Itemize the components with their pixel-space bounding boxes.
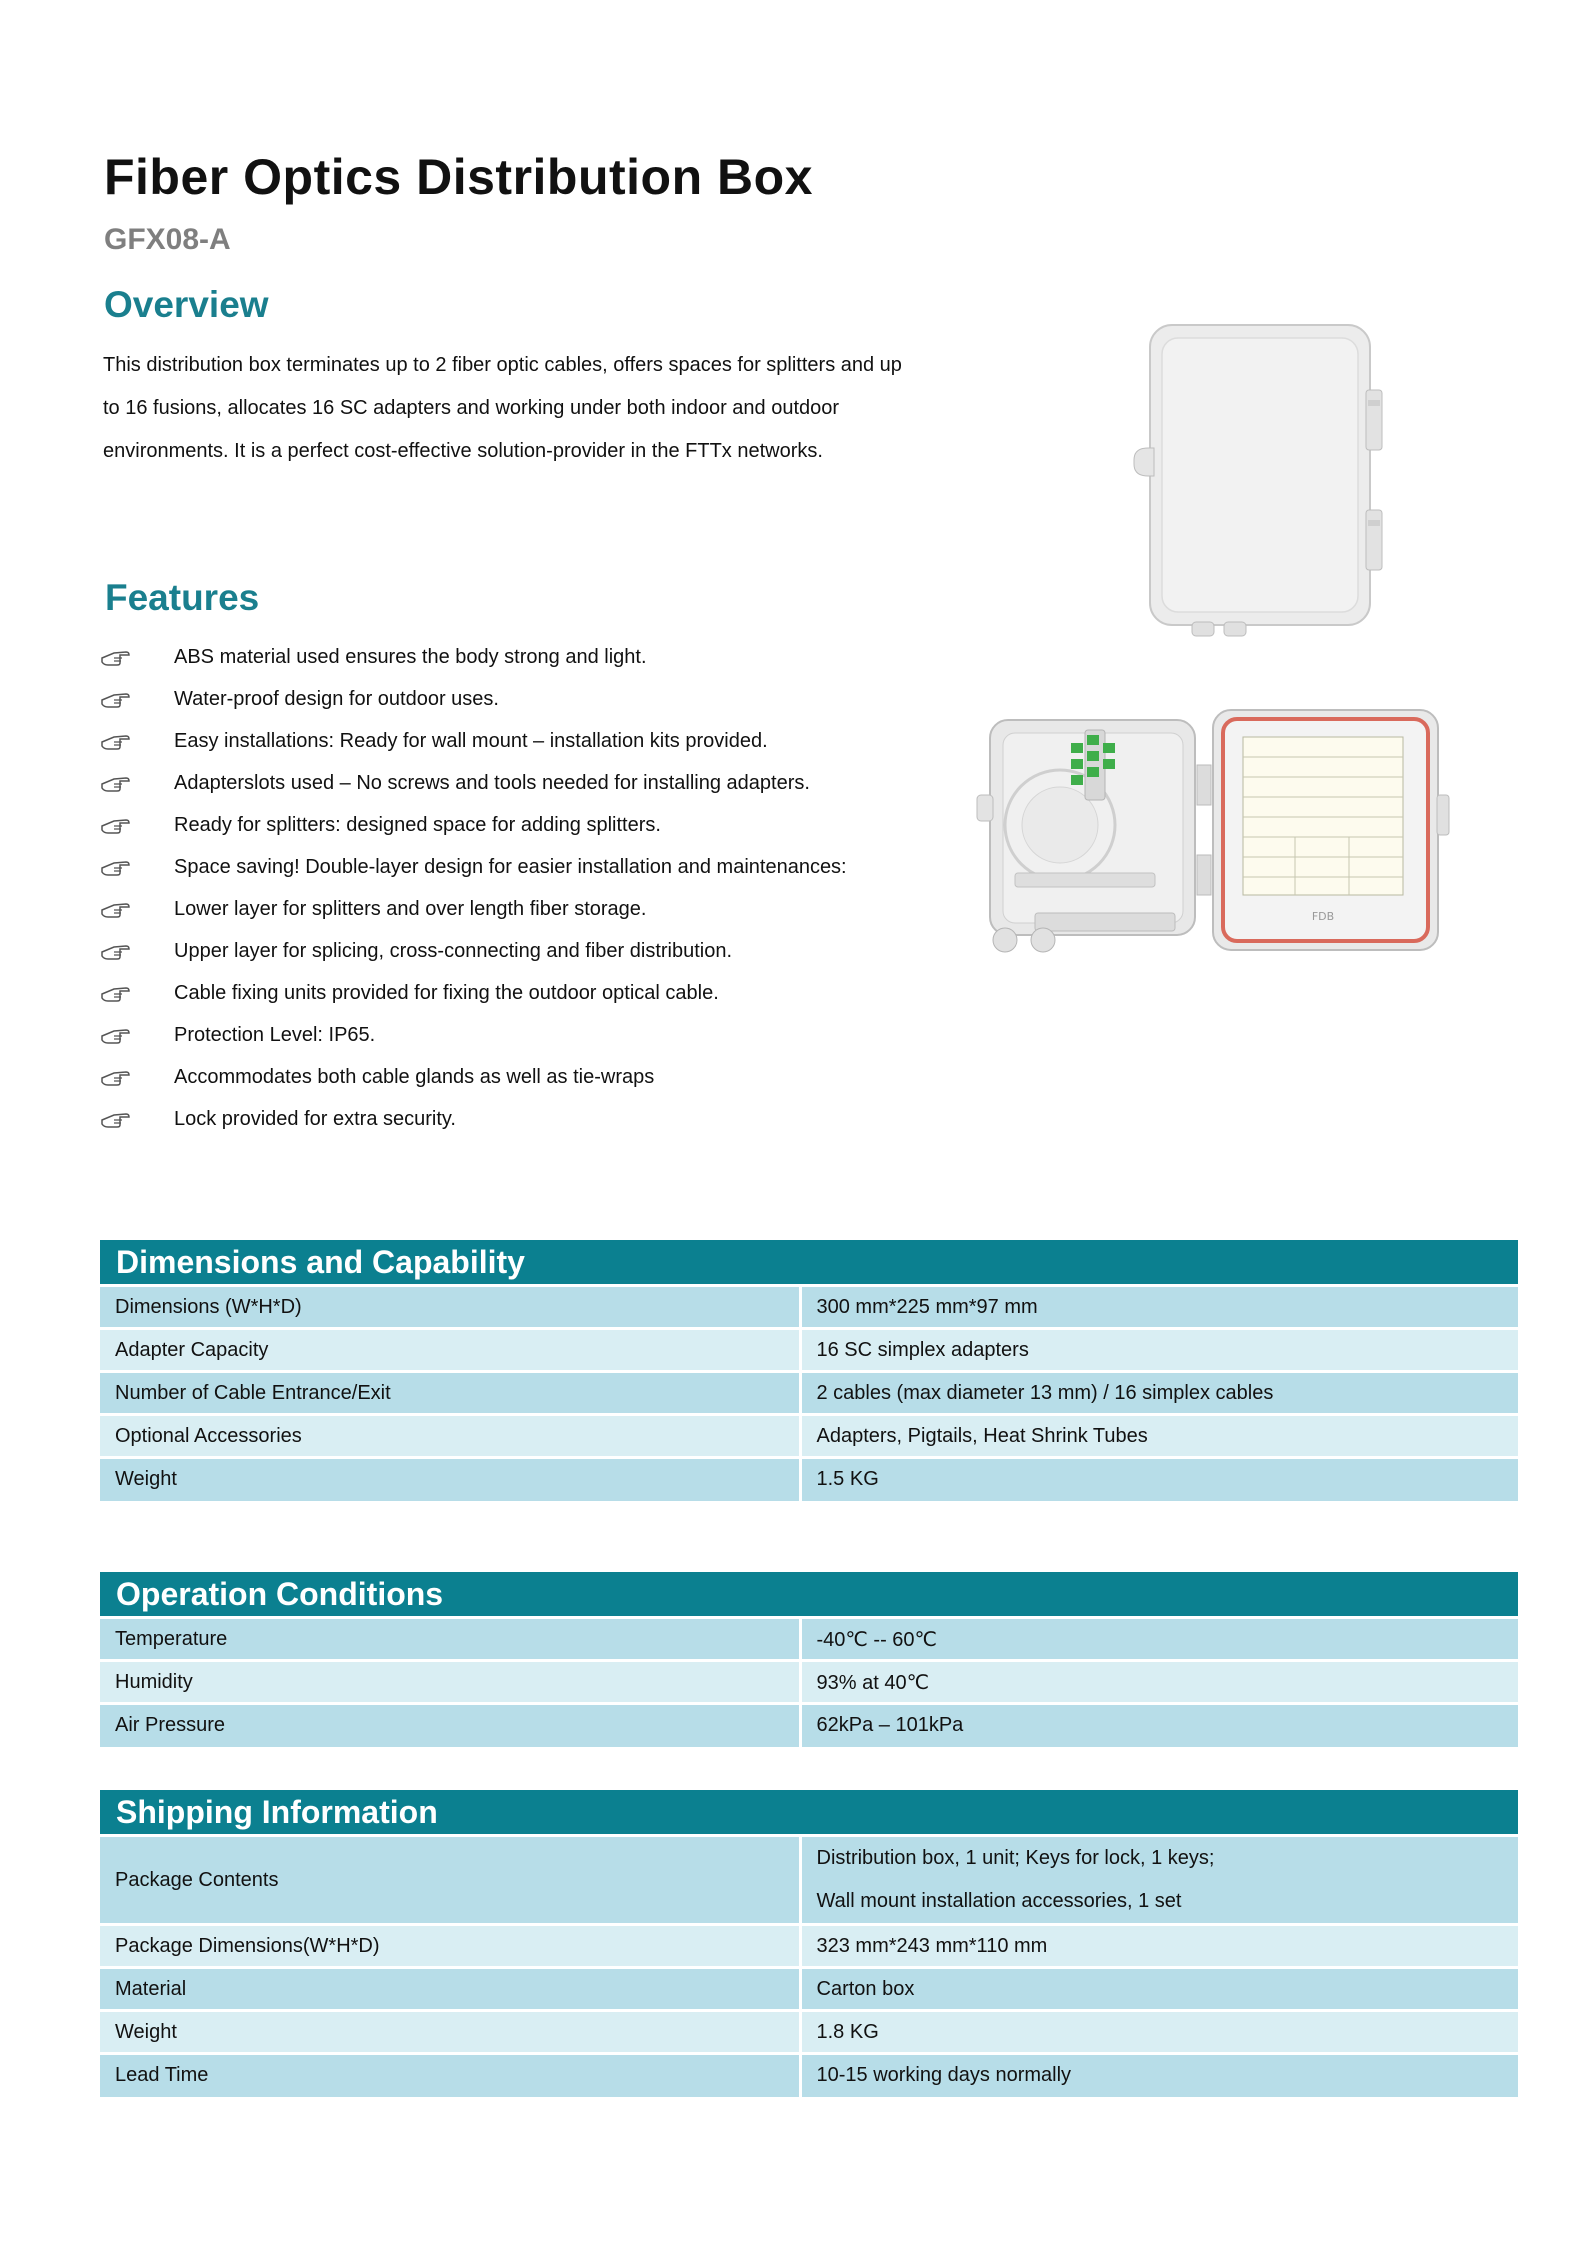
package-contents-line: Distribution box, 1 unit; Keys for lock, 1 keys; — [816, 1847, 1215, 1869]
overview-paragraph: This distribution box terminates up to 2 fiber optic cables, offers spaces for splitters and up to 16 fusions, allocates 16 SC adapters and working under both indoor and outdoor environments. It is a perfect cost-effective solution-provider in the FTTx networks. — [103, 354, 902, 462]
features-list — [100, 636, 930, 1140]
row-value: 2 cables (max diameter 13 mm) / 16 simplex cables — [800, 1372, 1518, 1415]
section-header: Operation Conditions — [100, 1572, 1518, 1616]
row-value: 93% at 40℃ — [800, 1661, 1518, 1704]
shipping-section — [100, 1790, 1518, 2097]
table-row — [100, 1329, 1518, 1372]
row-value: Carton box — [800, 1968, 1518, 2011]
row-value: 16 SC simplex adapters — [800, 1329, 1518, 1372]
table-row — [100, 1704, 1518, 1747]
feature-text: Lock provided for extra security. — [174, 1107, 456, 1130]
pointing-hand-icon — [100, 940, 134, 962]
pointing-hand-icon — [100, 898, 134, 920]
row-value: 1.5 KG — [800, 1458, 1518, 1501]
row-value: -40℃ -- 60℃ — [800, 1618, 1518, 1661]
feature-text: Easy installations: Ready for wall mount – installation kits provided. — [174, 729, 768, 752]
row-label: Air Pressure — [100, 1704, 800, 1747]
pointing-hand-icon — [100, 646, 134, 668]
table-row — [100, 1372, 1518, 1415]
operation-table — [100, 1616, 1518, 1747]
feature-text: ABS material used ensures the body strong and light. — [174, 645, 647, 668]
list-item — [100, 762, 930, 804]
row-value — [800, 1836, 1518, 1925]
list-item — [100, 720, 930, 762]
list-item — [100, 1098, 930, 1140]
row-label: Dimensions (W*H*D) — [100, 1286, 800, 1329]
feature-text: Water-proof design for outdoor uses. — [174, 687, 499, 710]
pointing-hand-icon — [100, 1066, 134, 1088]
row-label: Package Contents — [100, 1836, 800, 1925]
list-item — [100, 804, 930, 846]
row-label: Humidity — [100, 1661, 800, 1704]
row-value: 323 mm*243 mm*110 mm — [800, 1925, 1518, 1968]
operation-section — [100, 1572, 1518, 1747]
feature-text: Upper layer for splicing, cross-connecting and fiber distribution. — [174, 939, 733, 962]
row-label: Lead Time — [100, 2054, 800, 2097]
row-label: Optional Accessories — [100, 1415, 800, 1458]
feature-text: Accommodates both cable glands as well as tie-wraps — [174, 1065, 655, 1088]
section-header: Shipping Information — [100, 1790, 1518, 1834]
features-heading: Features — [105, 577, 260, 618]
table-row — [100, 1618, 1518, 1661]
list-item — [100, 1014, 930, 1056]
row-label: Weight — [100, 1458, 800, 1501]
dimensions-table — [100, 1284, 1518, 1501]
pointing-hand-icon — [100, 772, 134, 794]
table-row — [100, 1286, 1518, 1329]
row-value: 62kPa – 101kPa — [800, 1704, 1518, 1747]
table-row — [100, 1415, 1518, 1458]
page-title: Fiber Optics Distribution Box — [104, 149, 813, 205]
table-row — [100, 2011, 1518, 2054]
list-item — [100, 1056, 930, 1098]
pointing-hand-icon — [100, 1024, 134, 1046]
closed-box-photo — [1120, 320, 1410, 640]
pointing-hand-icon — [100, 1108, 134, 1130]
feature-text: Protection Level: IP65. — [174, 1023, 376, 1046]
row-value: 1.8 KG — [800, 2011, 1518, 2054]
row-label: Package Dimensions(W*H*D) — [100, 1925, 800, 1968]
row-value: 10-15 working days normally — [800, 2054, 1518, 2097]
table-row — [100, 1836, 1518, 1925]
row-label: Material — [100, 1968, 800, 2011]
feature-text: Ready for splitters: designed space for adding splitters. — [174, 813, 661, 836]
pointing-hand-icon — [100, 688, 134, 710]
section-header: Dimensions and Capability — [100, 1240, 1518, 1284]
list-item — [100, 636, 930, 678]
model-number: GFX08-A — [104, 223, 231, 256]
pointing-hand-icon — [100, 730, 134, 752]
feature-text: Lower layer for splitters and over length fiber storage. — [174, 897, 647, 920]
overview-heading: Overview — [104, 284, 269, 325]
feature-text: Adapterslots used – No screws and tools needed for installing adapters. — [174, 771, 810, 794]
list-item — [100, 846, 930, 888]
dimensions-section — [100, 1240, 1518, 1501]
row-value: 300 mm*225 mm*97 mm — [800, 1286, 1518, 1329]
package-contents-line: Wall mount installation accessories, 1 set — [816, 1890, 1182, 1912]
row-label: Temperature — [100, 1618, 800, 1661]
list-item — [100, 930, 930, 972]
row-label: Weight — [100, 2011, 800, 2054]
table-row — [100, 2054, 1518, 2097]
table-row — [100, 1925, 1518, 1968]
feature-text: Cable fixing units provided for fixing the outdoor optical cable. — [174, 981, 719, 1004]
row-value: Adapters, Pigtails, Heat Shrink Tubes — [800, 1415, 1518, 1458]
pointing-hand-icon — [100, 982, 134, 1004]
feature-text: Space saving! Double-layer design for easier installation and maintenances: — [174, 855, 847, 878]
shipping-table — [100, 1834, 1518, 2097]
open-box-photo — [975, 705, 1475, 970]
list-item — [100, 888, 930, 930]
table-row — [100, 1458, 1518, 1501]
pointing-hand-icon — [100, 814, 134, 836]
list-item — [100, 972, 930, 1014]
row-label: Adapter Capacity — [100, 1329, 800, 1372]
lid-label-text: FDB — [1311, 910, 1335, 923]
table-row — [100, 1661, 1518, 1704]
pointing-hand-icon — [100, 856, 134, 878]
row-label: Number of Cable Entrance/Exit — [100, 1372, 800, 1415]
table-row — [100, 1968, 1518, 2011]
list-item — [100, 678, 930, 720]
